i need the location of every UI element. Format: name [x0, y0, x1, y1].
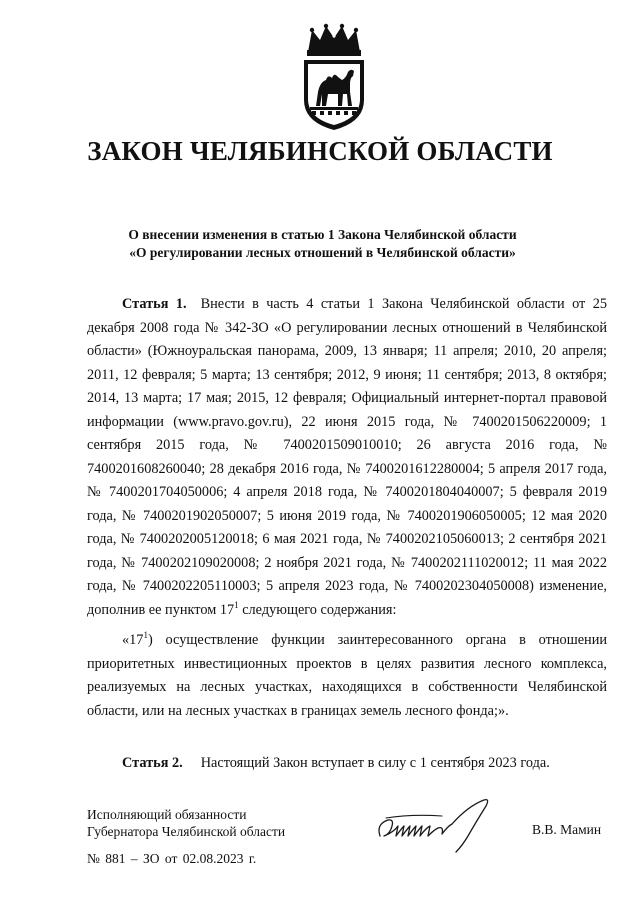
- subtitle-line-2: «О регулировании лесных отношений в Челябинской области»: [129, 245, 516, 260]
- article-1-heading: Статья 1.: [122, 296, 187, 312]
- article-1: [87, 293, 607, 622]
- signatory-position: [87, 806, 285, 840]
- signatory-name: В.В. Мамин: [532, 822, 602, 837]
- quote-text: ) осуществление функции заинтересованного органа в отношении приоритетных инвестиционных проектов в целях развития лесного комплекса, реализуемых на лесных участках, находящихся в собственности Челябинской области, или на лесных участках в границах земель лесного фонда;».: [87, 632, 607, 719]
- article-2-heading: Статья 2.: [122, 755, 183, 771]
- document-title: ЗАКОН ЧЕЛЯБИНСКОЙ ОБЛАСТИ: [87, 136, 553, 166]
- handwritten-signature-icon: [372, 796, 502, 856]
- chelyabinsk-coat-of-arms-icon: [298, 22, 370, 132]
- amendment-quote: [87, 629, 607, 723]
- article-2: [122, 752, 550, 776]
- article-2-text: Настоящий Закон вступает в силу с 1 сентября 2023 года.: [200, 755, 550, 771]
- position-line-2: Губернатора Челябинской области: [87, 824, 286, 839]
- document-number: № 881 – ЗО от 02.08.2023 г.: [87, 851, 257, 866]
- article-1-text: Внести в часть 4 статьи 1 Закона Челябинской области от 25 декабря 2008 года № 342-ЗО «О регулировании лесных отношений в Челябинской области» (Южноуральская панорама, 2009, 13 января; 11 апреля; 2010, 20 апреля; 2011, 12 февраля; 5 марта; 13 сентября; 2012, 9 июня; 11 сентября; 2013, 8 октября; 2014, 13 марта; 17 мая; 2015, 12 февраля; Официальный интернет-портал правовой информации (www.pravo.gov.ru), 22 июня 2015 года, № 7400201506220009; 1 сентября 2015 года, № 7400201509010010; 26 августа 2016 года, № 7400201608260040; 28 декабря 2016 года, № 7400201612280004; 5 апреля 2017 года, № 7400201704050006; 4 апреля 2018 года, № 7400201804040007; 5 февраля 2019 года, № 7400201902050007; 5 июня 2019 года, № 7400201906050005; 12 мая 2020 года, № 7400202005120018; 6 мая 2021 года, № 7400202105060013; 2 сентября 2021 года, № 7400202109020008; 2 ноября 2021 года, № 7400202111020012; 11 мая 2022 года, № 7400202205110003; 5 апреля 2023 года, № 7400202304050008) изменение, дополнив ее пунктом 17: [87, 296, 607, 618]
- quote-sup: 1: [143, 630, 148, 641]
- document-subtitle: [60, 226, 585, 262]
- position-line-1: Исполняющий обязанности: [87, 807, 247, 822]
- quote-open: «17: [122, 632, 144, 648]
- article-1-text-end: следующего содержания:: [238, 601, 397, 618]
- article-1-sup: 1: [234, 599, 239, 610]
- subtitle-line-1: О внесении изменения в статью 1 Закона Челябинской области: [128, 227, 517, 242]
